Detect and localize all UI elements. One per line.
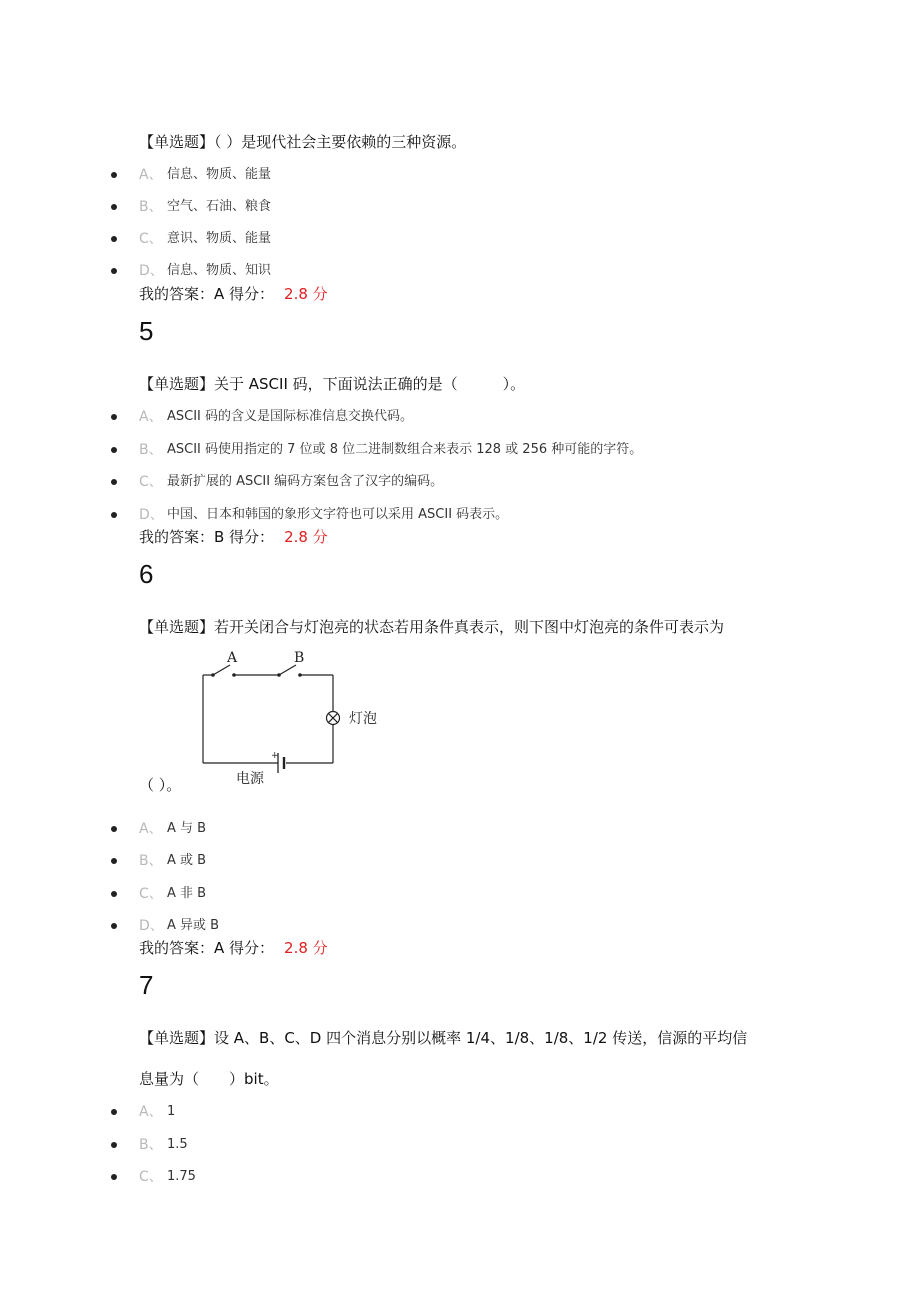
bullet-icon bbox=[111, 858, 117, 864]
option-text: 最新扩展的 ASCII 编码方案包含了汉字的编码。 bbox=[167, 474, 444, 489]
option-text: 意识、物质、能量 bbox=[167, 231, 272, 246]
option-text: A 非 B bbox=[167, 886, 207, 901]
bullet-icon bbox=[111, 1174, 117, 1180]
bullet-icon bbox=[111, 414, 117, 420]
label-a: A bbox=[227, 650, 238, 666]
option-letter: A、 bbox=[139, 821, 163, 837]
option-letter: B、 bbox=[139, 1137, 163, 1153]
answer-label: 我的答案：B 得分： bbox=[139, 528, 275, 546]
battery-icon bbox=[271, 751, 284, 773]
option-text: ASCII 码的含义是国际标准信息交换代码。 bbox=[167, 409, 414, 424]
my-answer bbox=[139, 284, 328, 304]
bullet-icon bbox=[111, 891, 117, 897]
answer-label: 我的答案：A 得分： bbox=[139, 939, 275, 957]
question-text: 【单选题】若开关闭合与灯泡亮的状态若用条件真表示，则下图中灯泡亮的条件可表示为 bbox=[139, 618, 725, 636]
option-text: 信息、物质、能量 bbox=[167, 167, 272, 182]
option-letter: C、 bbox=[139, 231, 163, 247]
bullet-icon bbox=[111, 236, 117, 242]
switch-a bbox=[211, 665, 236, 677]
option-text: A 与 B bbox=[167, 821, 207, 836]
bulb-icon bbox=[327, 712, 340, 725]
option-text: 1.5 bbox=[167, 1137, 188, 1152]
question-number: 6 bbox=[139, 559, 154, 589]
score: 2.8 分 bbox=[284, 285, 328, 303]
option-text: 信息、物质、知识 bbox=[167, 263, 272, 278]
question-number: 7 bbox=[139, 970, 154, 1000]
my-answer bbox=[139, 938, 328, 958]
bullet-icon bbox=[111, 1142, 117, 1148]
switch-b bbox=[277, 665, 302, 677]
option-letter: D、 bbox=[139, 507, 164, 523]
option-letter: B、 bbox=[139, 199, 163, 215]
question-text: 【单选题】设 A、B、C、D 四个消息分别以概率 1/4、1/8、1/8、1/2 传送，信源的平均信 bbox=[139, 1029, 748, 1047]
question-text: 【单选题】关于 ASCII 码，下面说法正确的是（ ）。 bbox=[139, 375, 526, 393]
option-letter: B、 bbox=[139, 442, 163, 458]
option-text: A 异或 B bbox=[167, 918, 220, 933]
bullet-icon bbox=[111, 512, 117, 518]
bullet-icon bbox=[111, 268, 117, 274]
my-answer bbox=[139, 527, 328, 547]
option-letter: D、 bbox=[139, 263, 164, 279]
question-text-line2: 息量为（ ）bit。 bbox=[139, 1070, 279, 1088]
bullet-icon bbox=[111, 923, 117, 929]
option-text: 空气、石油、粮食 bbox=[167, 199, 272, 214]
option-letter: A、 bbox=[139, 167, 163, 183]
option-text: 1 bbox=[167, 1104, 176, 1119]
option-letter: C、 bbox=[139, 474, 163, 490]
bullet-icon bbox=[111, 447, 117, 453]
option-letter: C、 bbox=[139, 1169, 163, 1185]
bullet-icon bbox=[111, 172, 117, 178]
option-letter: D、 bbox=[139, 918, 164, 934]
label-power: 电源 bbox=[236, 771, 264, 787]
label-b: B bbox=[294, 650, 305, 666]
circuit-diagram bbox=[190, 645, 400, 793]
option-text: A 或 B bbox=[167, 853, 207, 868]
question-text: 【单选题】（ ）是现代社会主要依赖的三种资源。 bbox=[139, 133, 467, 151]
bullet-icon bbox=[111, 479, 117, 485]
score: 2.8 分 bbox=[284, 939, 328, 957]
question-text-tail: （ ）。 bbox=[139, 776, 182, 794]
option-text: 1.75 bbox=[167, 1169, 196, 1184]
option-text: 中国、日本和韩国的象形文字符也可以采用 ASCII 码表示。 bbox=[167, 507, 509, 522]
question-number: 5 bbox=[139, 316, 154, 346]
option-letter: A、 bbox=[139, 1104, 163, 1120]
option-letter: B、 bbox=[139, 853, 163, 869]
answer-label: 我的答案：A 得分： bbox=[139, 285, 275, 303]
option-letter: A、 bbox=[139, 409, 163, 425]
option-text: ASCII 码使用指定的 7 位或 8 位二进制数组合来表示 128 或 256 种可能的字符。 bbox=[167, 442, 643, 457]
bullet-icon bbox=[111, 1109, 117, 1115]
label-bulb: 灯泡 bbox=[349, 711, 377, 727]
svg-text:+: + bbox=[271, 751, 279, 761]
bullet-icon bbox=[111, 826, 117, 832]
bullet-icon bbox=[111, 204, 117, 210]
option-letter: C、 bbox=[139, 886, 163, 902]
score: 2.8 分 bbox=[284, 528, 328, 546]
